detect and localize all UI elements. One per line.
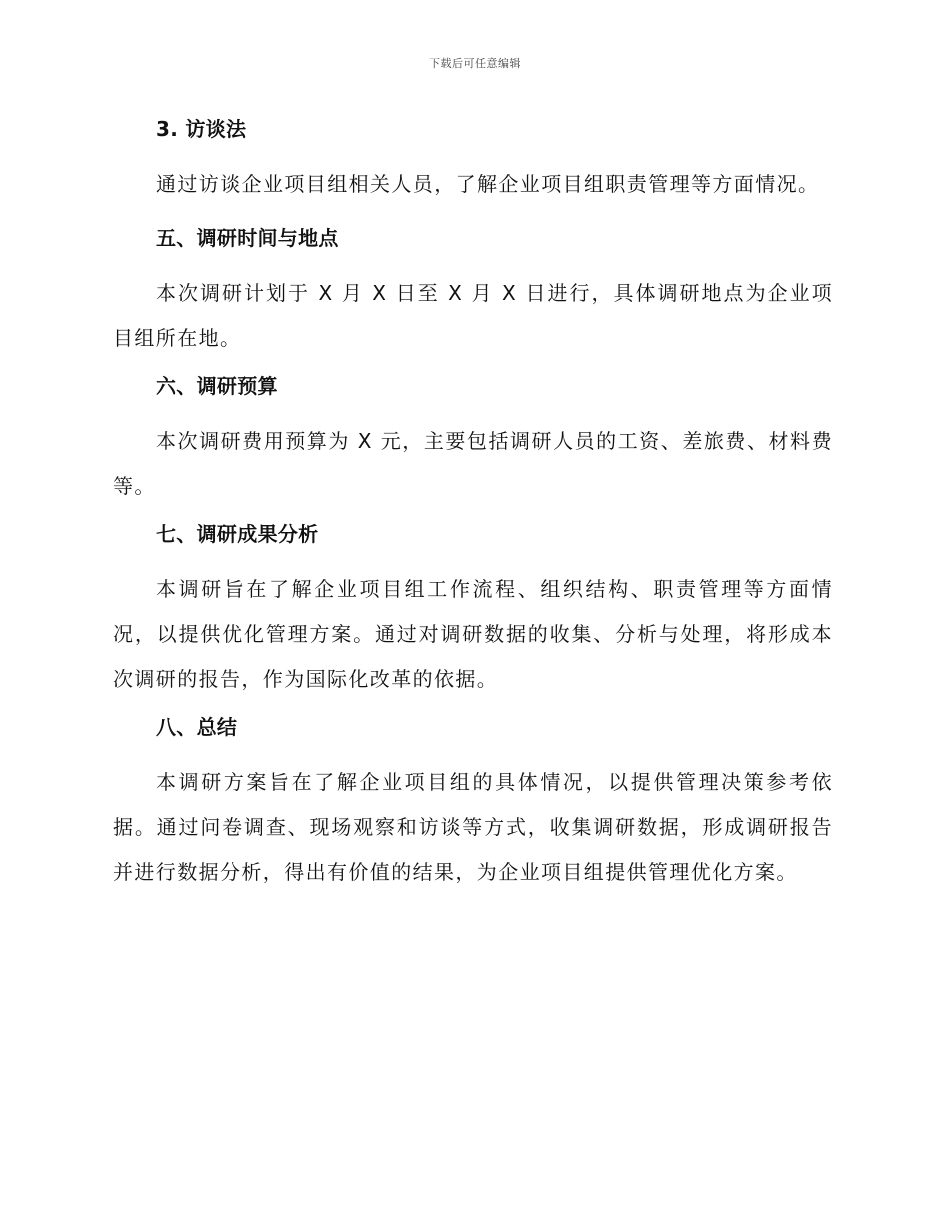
paragraph-results-analysis: 本调研旨在了解企业项目组工作流程、组织结构、职责管理等方面情况，以提供优化管理方案。通过对调研数据的收集、分析与处理，将形成本次调研的报告，作为国际化改革的依据。 bbox=[113, 577, 833, 691]
section-heading-results-analysis: 七、调研成果分析 bbox=[156, 522, 319, 546]
document-body bbox=[113, 112, 833, 903]
page-header: 下载后可任意编辑 bbox=[429, 57, 521, 70]
paragraph-summary: 本调研方案旨在了解企业项目组的具体情况，以提供管理决策参考依据。通过问卷调查、现场观察和访谈等方式，收集调研数据，形成调研报告并进行数据分析，得出有价值的结果，为企业项目组提供管理优化方案。 bbox=[113, 770, 833, 884]
paragraph-budget: 本次调研费用预算为 X 元，主要包括调研人员的工资、差旅费、材料费等。 bbox=[113, 429, 833, 498]
section-heading-budget: 六、调研预算 bbox=[156, 374, 278, 398]
paragraph-time-location: 本次调研计划于 X 月 X 日至 X 月 X 日进行，具体调研地点为企业项目组所在地。 bbox=[113, 281, 833, 350]
section-heading-summary: 八、总结 bbox=[156, 715, 238, 739]
section-heading-interview-method: 3. 访谈法 bbox=[156, 117, 247, 141]
section-heading-time-location: 五、调研时间与地点 bbox=[156, 226, 339, 250]
paragraph-interview-method: 通过访谈企业项目组相关人员，了解企业项目组职责管理等方面情况。 bbox=[156, 172, 820, 196]
